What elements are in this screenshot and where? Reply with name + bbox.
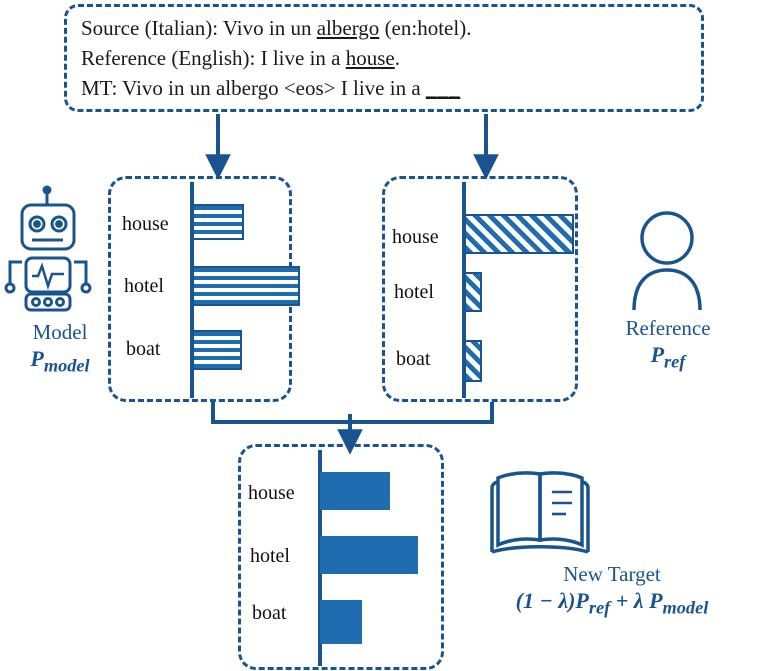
bar-label-new-house: house xyxy=(248,482,295,504)
caption-model xyxy=(6,320,114,376)
bar-new-house xyxy=(320,472,390,510)
bar-label-ref-house: house xyxy=(392,226,439,248)
bar-label-ref-hotel: hotel xyxy=(394,281,434,303)
merge-connector xyxy=(213,402,492,438)
caption-reference xyxy=(588,316,748,372)
book-icon xyxy=(492,473,588,552)
source-line-reference-prefix: Reference (English): I live in a xyxy=(81,46,346,70)
source-line-source xyxy=(81,13,687,43)
source-line-mt xyxy=(81,73,687,103)
bar-label-ref-boat: boat xyxy=(396,348,431,370)
bar-model-hotel xyxy=(192,266,300,306)
robot-icon xyxy=(6,187,90,310)
bar-ref-boat xyxy=(464,340,482,382)
person-icon xyxy=(634,213,700,310)
source-text-box xyxy=(64,4,704,112)
bar-model-boat xyxy=(192,330,242,370)
caption-model-symbol: $P_{model}$ xyxy=(30,346,90,376)
source-line-source-suffix: (en:hotel). xyxy=(379,16,472,40)
caption-reference-symbol: $P_{ref}$ xyxy=(650,342,686,372)
caption-reference-title: Reference xyxy=(625,316,711,340)
caption-model-title: Model xyxy=(32,320,88,344)
caption-new-target-title: New Target xyxy=(563,562,661,586)
bar-label-new-hotel: hotel xyxy=(250,545,290,567)
source-line-reference xyxy=(81,43,687,73)
bar-ref-hotel xyxy=(464,272,482,312)
bar-new-boat xyxy=(320,600,362,644)
source-word-albergo: albergo xyxy=(316,16,380,40)
bar-new-hotel xyxy=(320,536,418,574)
bar-label-model-boat: boat xyxy=(126,338,161,360)
source-line-mt-blank: ___ xyxy=(425,76,461,100)
source-word-house: house xyxy=(345,46,395,70)
bar-model-house xyxy=(192,204,244,240)
source-line-mt-prefix: MT: Vivo in un albergo <eos> I live in a xyxy=(81,76,426,100)
bar-label-model-house: house xyxy=(122,213,169,235)
bar-ref-house xyxy=(464,214,574,254)
bar-label-new-boat: boat xyxy=(252,602,287,624)
bar-label-model-hotel: hotel xyxy=(124,275,164,297)
source-line-source-prefix: Source (Italian): Vivo in un xyxy=(81,16,317,40)
caption-new-target-formula: $(1 - \lambda)P_{ref} + \lambda$ $P_{model}$ xyxy=(515,588,709,618)
caption-new-target xyxy=(462,562,762,618)
source-line-reference-suffix: . xyxy=(394,46,400,70)
